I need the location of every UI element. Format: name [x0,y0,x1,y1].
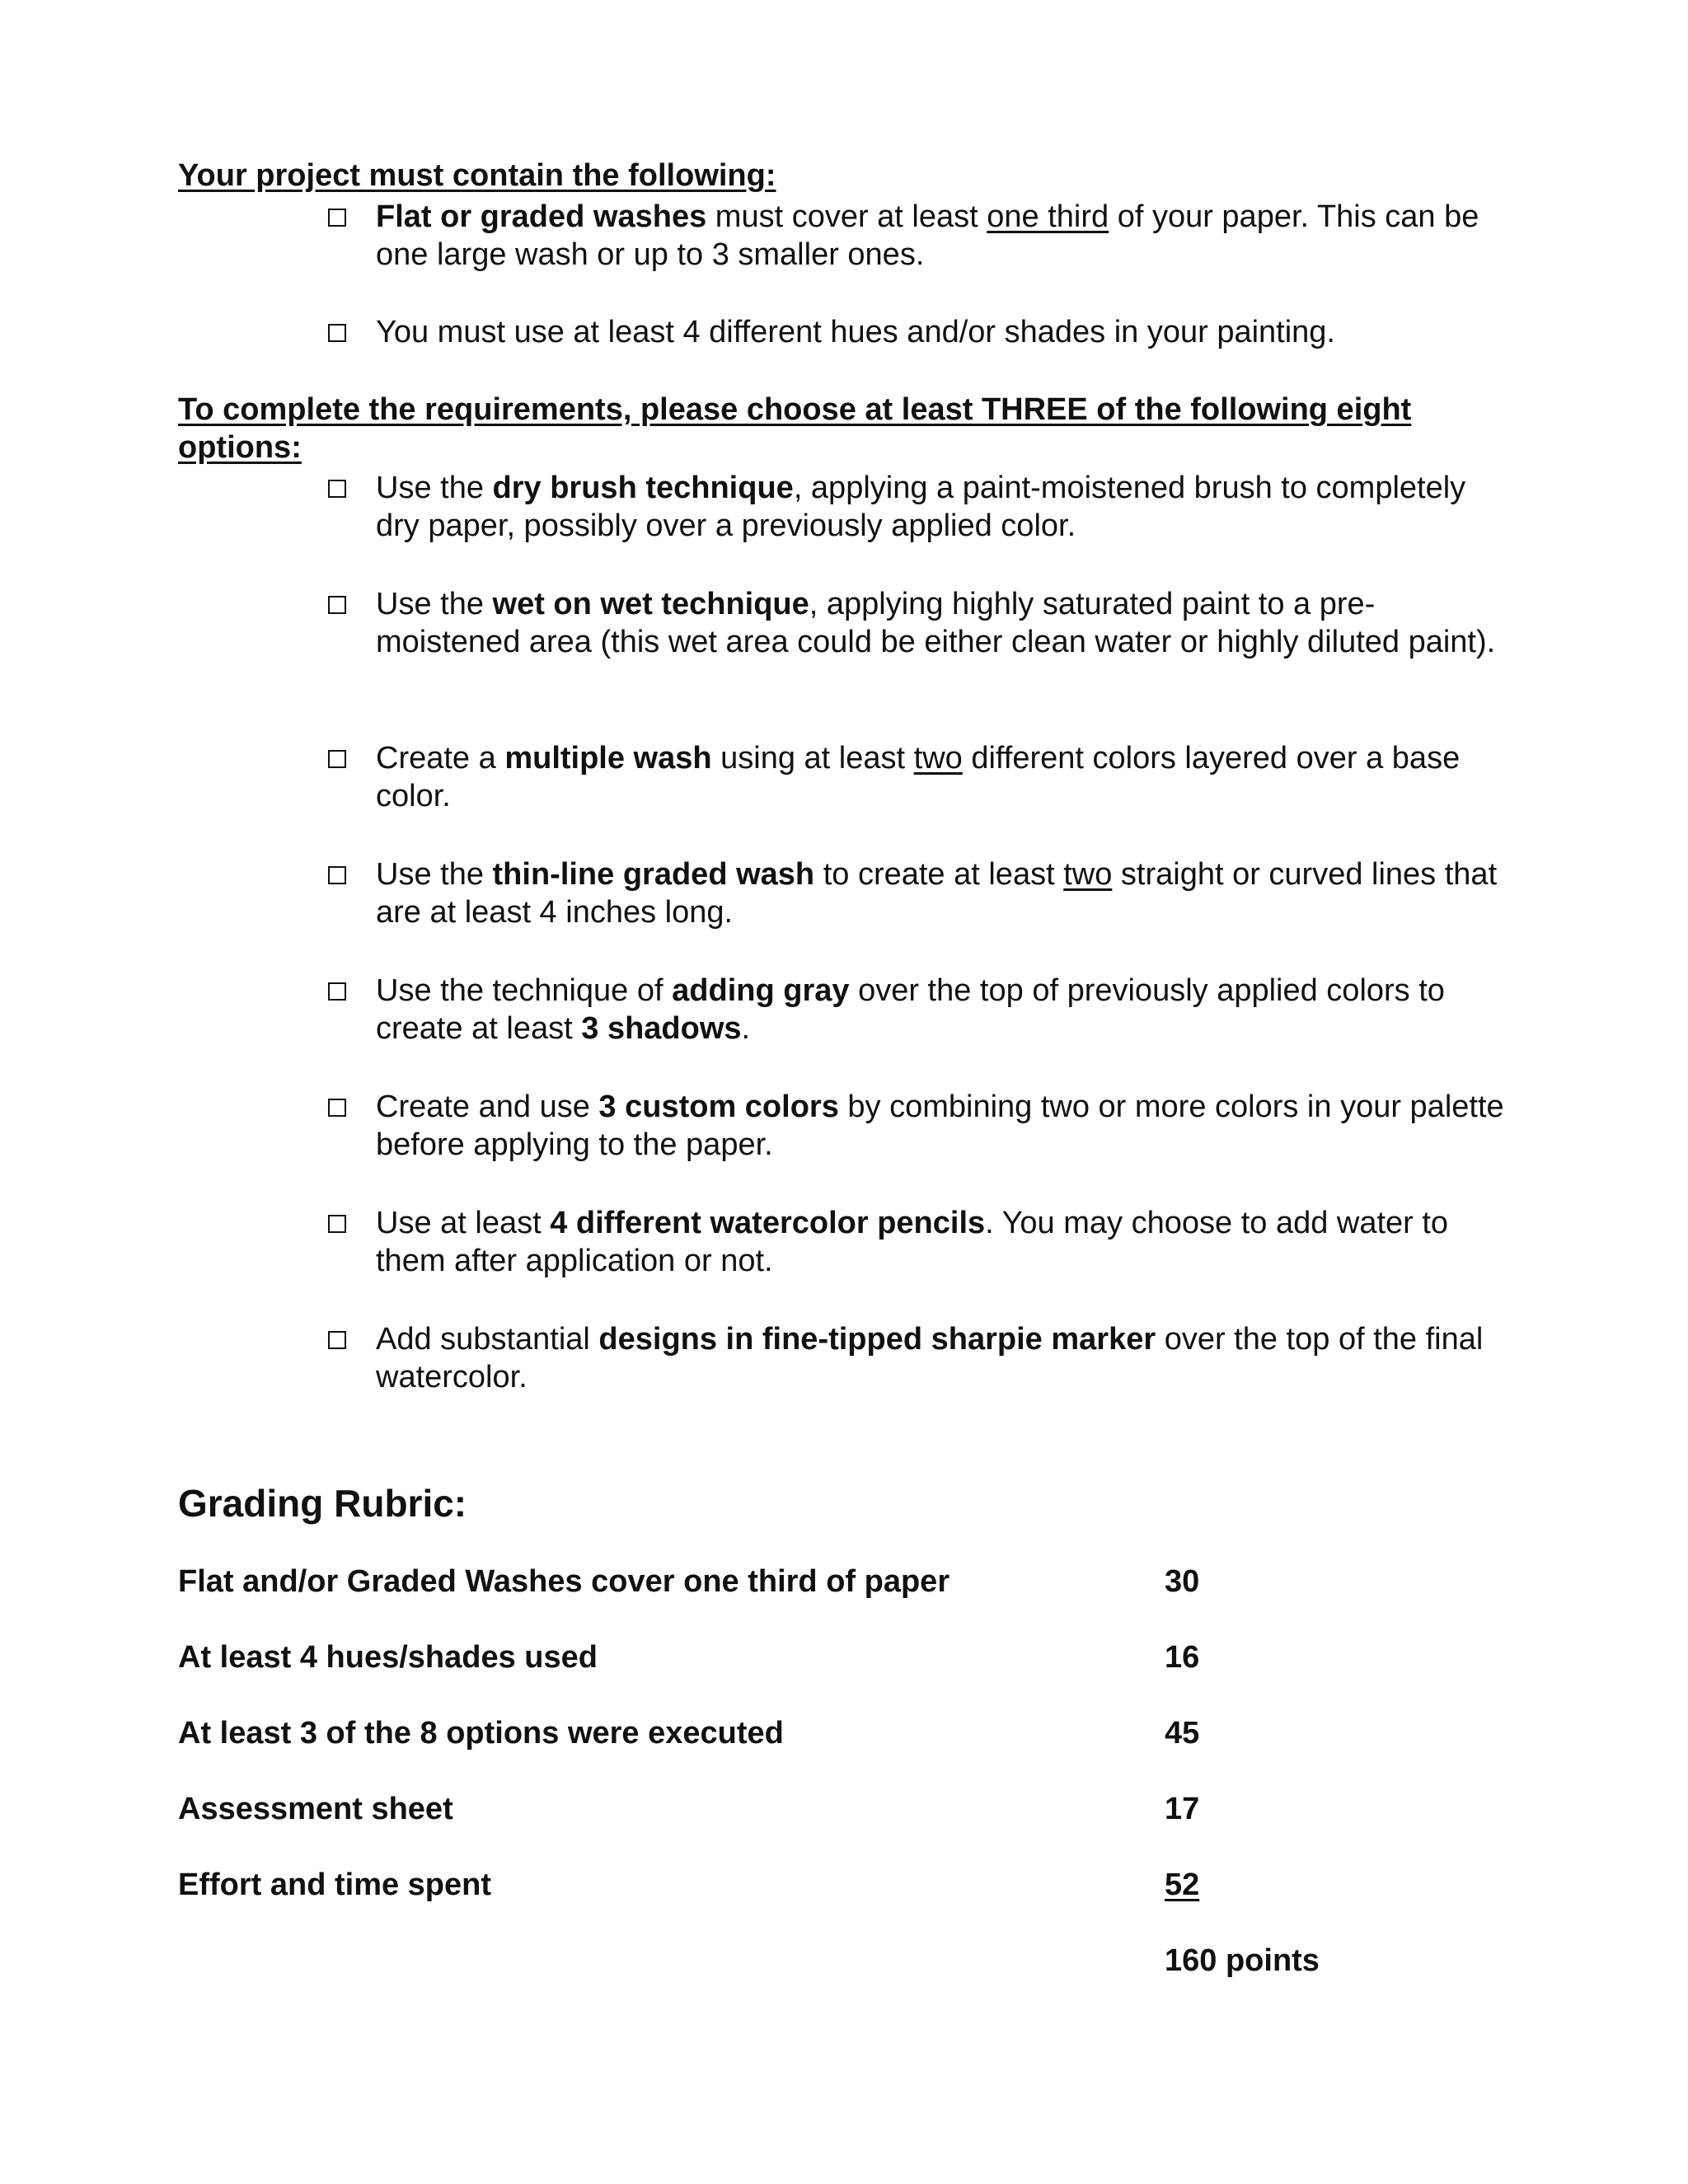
item-text: Add substantial designs in fine-tipped sharpie marker over the top of the final watercolor. [376,1322,1484,1394]
checkbox-icon[interactable] [328,209,346,227]
checkbox-icon[interactable] [328,866,346,884]
checkbox-icon[interactable] [328,750,346,768]
item-text: Create and use 3 custom colors by combining two or more colors in your palette before applying to the paper. [376,1090,1504,1162]
rubric-points: 52 [1165,1868,1200,1902]
option-item-wet-on-wet [328,585,1515,661]
item-text: Use the technique of adding gray over the top of previously applied colors to create at least 3 shadows. [376,973,1445,1046]
checkbox-icon[interactable] [328,596,346,614]
rubric-label: Effort and time spent [178,1868,492,1902]
rubric-label: At least 3 of the 8 options were executed [178,1716,784,1750]
item-text: Use the dry brush technique, applying a paint-moistened brush to completely dry paper, possibly over a previously applied color. [376,471,1466,543]
options-heading: To complete the requirements, please choose at least THREE of the following eight options: [178,392,1412,465]
option-item-sharpie [328,1320,1515,1396]
option-item-multiple-wash [328,739,1515,815]
checkbox-icon[interactable] [328,324,346,342]
item-text: Use at least 4 different watercolor pencils. You may choose to add water to them after application or not. [376,1206,1449,1278]
checkbox-icon[interactable] [328,1215,346,1233]
option-item-dry-brush [328,469,1515,545]
rubric-points: 17 [1165,1792,1200,1826]
rubric-label: Assessment sheet [178,1792,453,1826]
item-text: Use the wet on wet technique, applying highly saturated paint to a pre-moistened area (this wet area could be either clean water or highly diluted paint). [376,587,1496,659]
rubric-points: 45 [1165,1716,1200,1750]
required-heading: Your project must contain the following: [178,158,776,193]
option-item-watercolor-pencils [328,1204,1515,1280]
option-item-adding-gray [328,972,1515,1047]
checkbox-icon[interactable] [328,1099,346,1117]
item-text: Create a multiple wash using at least two different colors layered over a base color. [376,741,1461,813]
required-item-hues [328,313,1515,351]
option-item-thin-line [328,855,1515,931]
rubric-title: Grading Rubric: [178,1482,467,1525]
rubric-total: 160 points [1165,1943,1320,1978]
checkbox-icon[interactable] [328,480,346,498]
item-text: Use the thin-line graded wash to create at least two straight or curved lines that are at least 4 inches long. [376,857,1498,930]
rubric-label: Flat and/or Graded Washes cover one third of paper [178,1564,950,1599]
option-item-custom-colors [328,1088,1515,1164]
checkbox-icon[interactable] [328,982,346,1001]
checkbox-icon[interactable] [328,1331,346,1349]
rubric-points: 30 [1165,1564,1200,1599]
required-item-washes [328,198,1515,274]
rubric-points: 16 [1165,1640,1200,1675]
item-text: You must use at least 4 different hues and/or shades in your painting. [376,315,1335,349]
rubric-label: At least 4 hues/shades used [178,1640,598,1675]
item-text: Flat or graded washes must cover at least one third of your paper. This can be one large wash or up to 3 smaller ones. [376,199,1479,272]
